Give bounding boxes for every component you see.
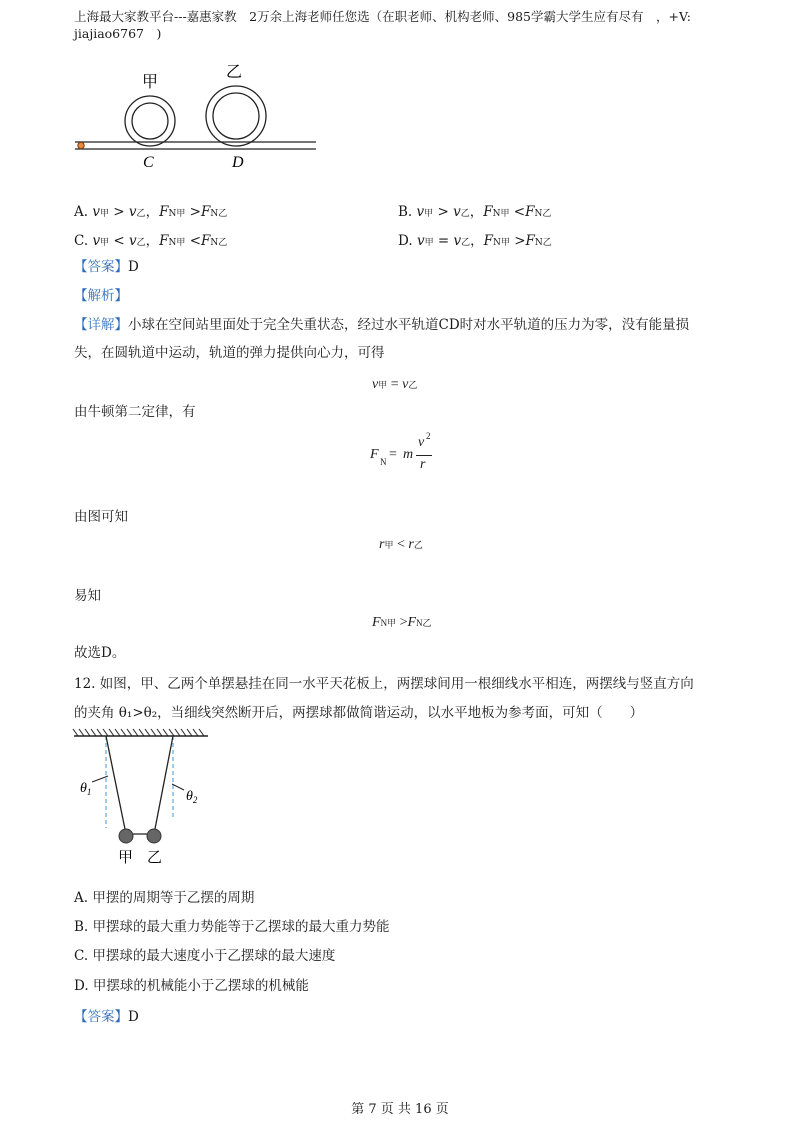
hatch-mark <box>91 729 96 736</box>
equation-radius-compare: r甲 < r乙 <box>379 537 423 552</box>
pendulum-figure <box>72 728 212 868</box>
hatch-mark <box>109 729 114 736</box>
ceiling-hatch <box>73 729 204 736</box>
q12-option-d: D. 甲摆球的机械能小于乙摆球的机械能 <box>74 978 309 994</box>
label-c: C <box>143 154 154 171</box>
equation-force-compare: FN甲 >FN乙 <box>372 615 432 630</box>
hatch-mark <box>103 729 108 736</box>
hatch-mark <box>127 729 132 736</box>
equation-v-equal: v甲 = v乙 <box>372 377 418 392</box>
hatch-mark <box>85 729 90 736</box>
q12-option-b: B. 甲摆球的最大重力势能等于乙摆球的最大重力势能 <box>74 919 390 935</box>
q11-option-a: A. v甲 > v乙，FN甲 >FN乙 <box>74 204 228 220</box>
loop-yi-inner <box>213 93 259 139</box>
hatch-mark <box>175 729 180 736</box>
theta2-leader <box>172 784 184 790</box>
easy-know-text: 易知 <box>74 588 101 604</box>
loop-yi-outer <box>206 86 266 146</box>
hatch-mark <box>157 729 162 736</box>
q11-option-c: C. v甲 < v乙，FN甲 <FN乙 <box>74 233 228 249</box>
q12-option-a: A. 甲摆的周期等于乙摆的周期 <box>74 890 255 906</box>
hatch-mark <box>163 729 168 736</box>
q11-conclusion: 故选D。 <box>74 645 126 661</box>
hatch-mark <box>193 729 198 736</box>
q12-option-c: C. 甲摆球的最大速度小于乙摆球的最大速度 <box>74 948 336 964</box>
hatch-mark <box>199 729 204 736</box>
hatch-mark <box>151 729 156 736</box>
loop-track-figure <box>70 55 330 175</box>
q11-option-d: D. v甲 = v乙，FN甲 >FN乙 <box>398 233 552 249</box>
small-ball <box>78 142 84 148</box>
q11-option-b: B. v甲 > v乙，FN甲 <FN乙 <box>398 204 552 220</box>
ball-label-yi: 乙 <box>147 850 163 866</box>
hatch-mark <box>121 729 126 736</box>
q12-stem-line-1: 12. 如图，甲、乙两个单摆悬挂在同一水平天花板上，两摆球间用一根细线水平相连，两摆线与竖直方向 <box>74 676 694 692</box>
hatch-mark <box>133 729 138 736</box>
ball-label-jia: 甲 <box>118 850 134 866</box>
hatch-mark <box>139 729 144 736</box>
q11-answer: 【答案】D <box>74 259 139 275</box>
q12-answer: 【答案】D <box>74 1009 139 1025</box>
page-number-footer: 第 7 页 共 16 页 <box>351 1102 449 1117</box>
string-jia <box>106 736 126 834</box>
q12-stem-line-2: 的夹角 θ₁>θ₂，当细线突然断开后，两摆球都做简谐运动，以水平地板为参考面，可知（ ） <box>74 705 644 721</box>
ball-jia <box>119 829 133 843</box>
from-figure-text: 由图可知 <box>74 509 128 525</box>
hatch-mark <box>187 729 192 736</box>
page-header <box>74 8 734 42</box>
header-line-1: 上海最大家教平台---嘉惠家教 2万余上海老师任您选（在职老师、机构老师、985学霸大学生应有尽有 ，+V: <box>74 9 691 24</box>
q11-detail-line-1: 【详解】小球在空间站里面处于完全失重状态，经过水平轨道CD时对水平轨道的压力为零，没有能量损 <box>74 317 690 333</box>
theta1-label: $\theta_1$ <box>80 781 92 797</box>
hatch-mark <box>79 729 84 736</box>
string-yi <box>154 736 173 834</box>
label-d: D <box>232 154 244 171</box>
hatch-mark <box>181 729 186 736</box>
hatch-mark <box>97 729 102 736</box>
q11-detail-line-2: 失，在圆轨道中运动，轨道的弹力提供向心力，可得 <box>74 345 385 361</box>
fraction-denominator: r <box>420 457 426 472</box>
fraction-bar <box>416 455 432 456</box>
loop-jia-inner <box>132 103 168 139</box>
hatch-mark <box>145 729 150 736</box>
label-yi: 乙 <box>226 64 243 81</box>
fraction-numerator: v <box>418 435 425 450</box>
hatch-mark <box>169 729 174 736</box>
hatch-mark <box>115 729 120 736</box>
header-line-2: jiajiao6767 ) <box>74 26 162 41</box>
hatch-mark <box>73 729 78 736</box>
q11-analysis-tag: 【解析】 <box>74 288 128 304</box>
theta2-label: $\theta_2$ <box>186 789 198 805</box>
label-jia: 甲 <box>142 74 159 91</box>
ball-yi <box>147 829 161 843</box>
newton-text: 由牛顿第二定律，有 <box>74 404 196 420</box>
